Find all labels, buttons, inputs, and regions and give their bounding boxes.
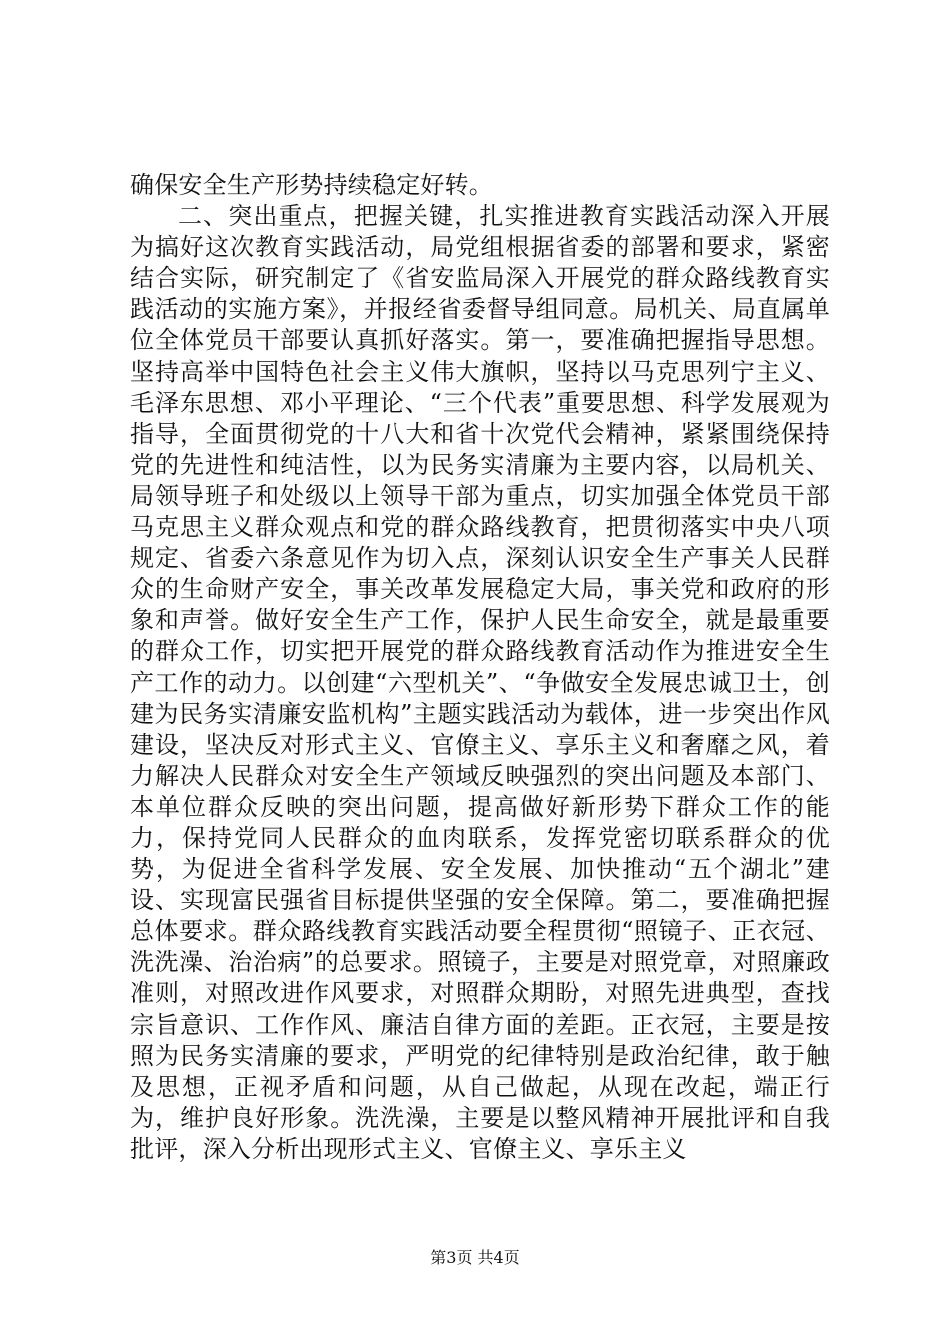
page-number: 第3页 共4页	[430, 1248, 520, 1267]
paragraph-section-two: 二、突出重点，把握关键，扎实推进教育实践活动深入开展为搞好这次教育实践活动，局党组根据省委的部署和要求，紧密结合实际，研究制定了《省安监局深入开展党的群众路线教育实践活动的实施方案》，并报经省委督导组同意。局机关、局直属单位全体党员干部要认真抓好落实。第一，要准确把握指导思想。坚持高举中国特色社会主义伟大旗帜，坚持以马克思列宁主义、毛泽东思想、邓小平理论、“三个代表”重要思想、科学发展观为指导，全面贯彻党的十八大和省十次党代会精神，紧紧围绕保持党的先进性和纯洁性，以为民务实清廉为主要内容，以局机关、局领导班子和处级以上领导干部为重点，切实加强全体党员干部马克思主义群众观点和党的群众路线教育，把贯彻落实中央八项规定、省委六条意见作为切入点，深刻认识安全生产事关人民群众的生命财产安全，事关改革发展稳定大局，事关党和政府的形象和声誉。做好安全生产工作，保护人民生命安全，就是最重要的群众工作，切实把开展党的群众路线教育活动作为推进安全生产工作的动力。以创建“六型机关”、“争做安全发展忠诚卫士，创建为民务实清廉安监机构”主题实践活动为载体，进一步突出作风建设，坚决反对形式主义、官僚主义、享乐主义和奢靡之风，着力解决人民群众对安全生产领域反映强烈的突出问题及本部门、本单位群众反映的突出问题，提高做好新形势下群众工作的能力，保持党同人民群众的血肉联系，发挥党密切联系群众的优势，为促进全省科学发展、安全发展、加快推动“五个湖北”建设、实现富民强省目标提供坚强的安全保障。第二，要准确把握总体要求。群众路线教育实践活动要全程贯彻“照镜子、正衣冠、洗洗澡、治治病”的总要求。照镜子，主要是对照党章，对照廉政准则，对照改进作风要求，对照群众期盼，对照先进典型，查找宗旨意识、工作作风、廉洁自律方面的差距。正衣冠，主要是按照为民务实清廉的要求，严明党的纪律特别是政治纪律，敢于触及思想，正视矛盾和问题，从自己做起，从现在改起，端正行为，维护良好形象。洗洗澡，主要是以整风精神开展批评和自我批评，深入分析出现形式主义、官僚主义、享乐主义	[130, 202, 830, 1163]
document-body	[130, 170, 830, 1165]
paragraph-continuation: 确保安全生产形势持续稳定好转。	[130, 171, 493, 199]
page-footer	[0, 1245, 950, 1268]
